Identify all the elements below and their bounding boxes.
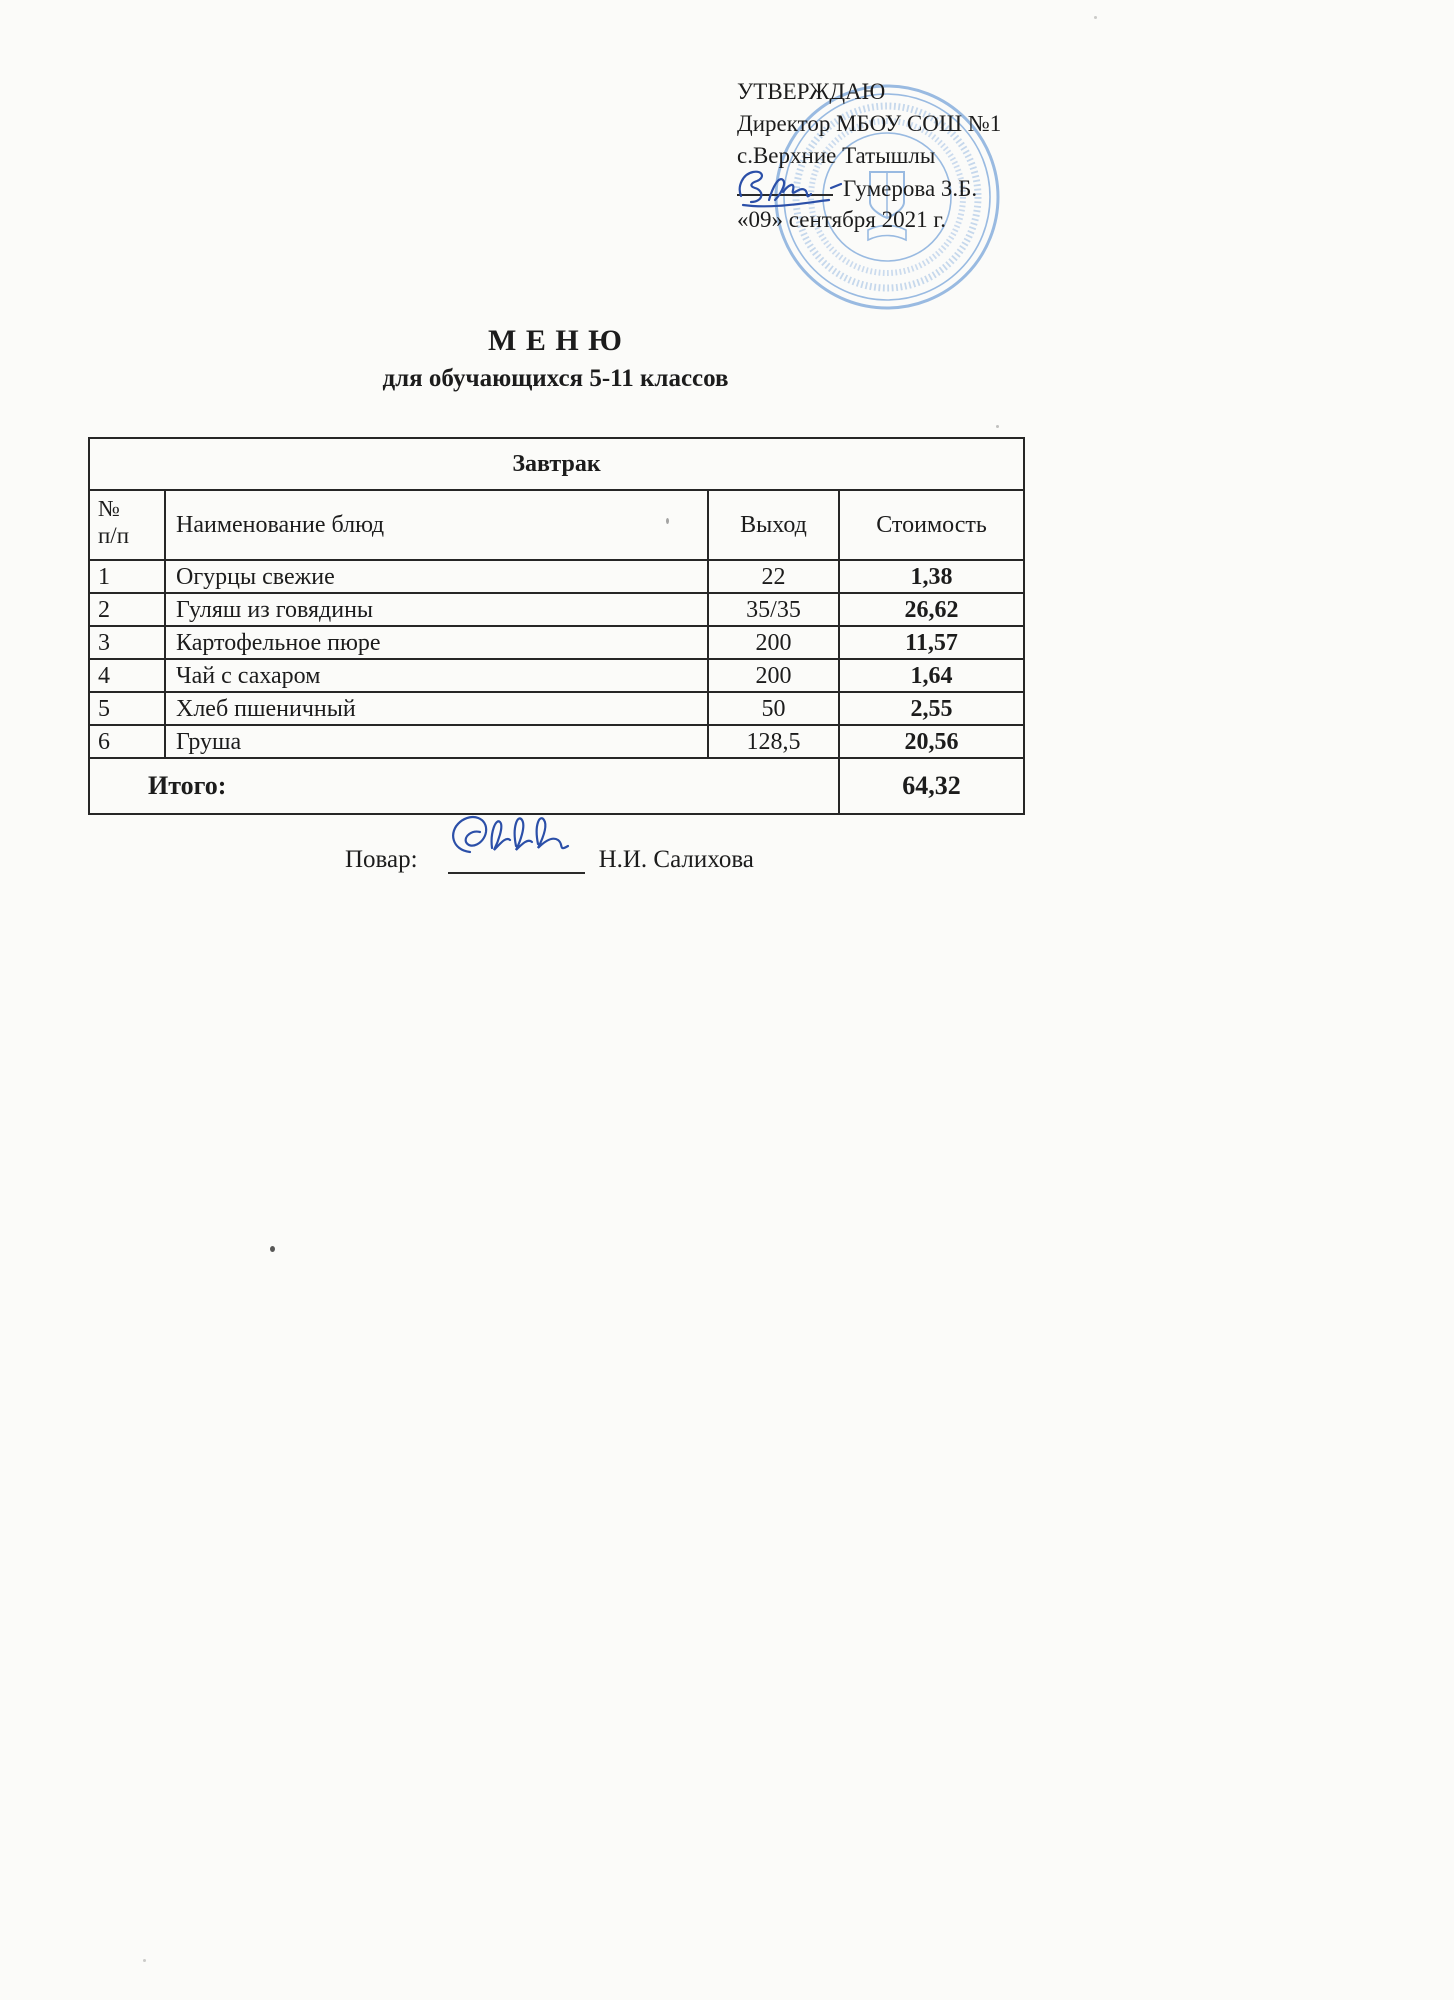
title-block (88, 324, 1023, 393)
table-row (89, 626, 1024, 659)
cell-num: 3 (89, 626, 165, 659)
cell-out: 200 (708, 626, 839, 659)
col-header-cost: Стоимость (839, 490, 1024, 560)
director-signature-icon (733, 162, 843, 210)
table-row (89, 593, 1024, 626)
director-name: Гумерова З.Б. (843, 176, 978, 201)
cook-label: Повар: (345, 846, 418, 873)
cell-out: 50 (708, 692, 839, 725)
approval-date: «09» сентября 2021 г. (737, 207, 946, 232)
cook-signature-line (345, 846, 754, 874)
col-header-num-line1: № (98, 496, 120, 521)
cell-name: Огурцы свежие (165, 560, 708, 593)
scan-speck (143, 1959, 146, 1962)
cell-num: 6 (89, 725, 165, 758)
scan-speck (270, 1246, 275, 1252)
cell-num: 2 (89, 593, 165, 626)
page-title: М Е Н Ю (488, 324, 623, 357)
approval-line-2: Директор МБОУ СОШ №1 (737, 111, 1002, 136)
table-row (89, 692, 1024, 725)
scan-speck (996, 425, 999, 428)
cell-out: 35/35 (708, 593, 839, 626)
cook-name: Н.И. Салихова (598, 846, 754, 873)
section-header-breakfast: Завтрак (89, 438, 1024, 490)
cell-cost: 26,62 (839, 593, 1024, 626)
table-row (89, 560, 1024, 593)
cell-cost: 2,55 (839, 692, 1024, 725)
table-section-row (89, 438, 1024, 490)
col-header-out: Выход (708, 490, 839, 560)
cook-signature-icon (440, 806, 585, 868)
page-subtitle: для обучающихся 5-11 классов (382, 365, 729, 392)
menu-table (88, 437, 1025, 815)
total-value: 64,32 (839, 758, 1024, 814)
cell-num: 4 (89, 659, 165, 692)
scan-speck (1094, 16, 1097, 19)
cell-name: Чай с сахаром (165, 659, 708, 692)
cell-cost: 1,64 (839, 659, 1024, 692)
table-header-row (89, 490, 1024, 560)
cell-cost: 20,56 (839, 725, 1024, 758)
cell-cost: 1,38 (839, 560, 1024, 593)
col-header-num (89, 490, 165, 560)
cell-num: 5 (89, 692, 165, 725)
total-label: Итого: (89, 758, 839, 814)
scan-speck (666, 518, 669, 524)
approval-line-3: с.Верхние Татышлы (737, 143, 936, 168)
approval-line-1: УТВЕРЖДАЮ (737, 79, 886, 104)
col-header-num-line2: п/п (98, 523, 130, 548)
cell-cost: 11,57 (839, 626, 1024, 659)
table-row (89, 725, 1024, 758)
table-row (89, 659, 1024, 692)
cook-signature-underline (448, 846, 585, 874)
cell-num: 1 (89, 560, 165, 593)
director-signature-row (737, 172, 1001, 204)
cell-name: Хлеб пшеничный (165, 692, 708, 725)
menu-table-wrapper (88, 437, 1025, 815)
cell-out: 22 (708, 560, 839, 593)
col-header-name: Наименование блюд (165, 490, 708, 560)
cell-out: 128,5 (708, 725, 839, 758)
approval-block (737, 76, 1001, 236)
cell-out: 200 (708, 659, 839, 692)
cell-name: Груша (165, 725, 708, 758)
cell-name: Гуляш из говядины (165, 593, 708, 626)
cell-name: Картофельное пюре (165, 626, 708, 659)
